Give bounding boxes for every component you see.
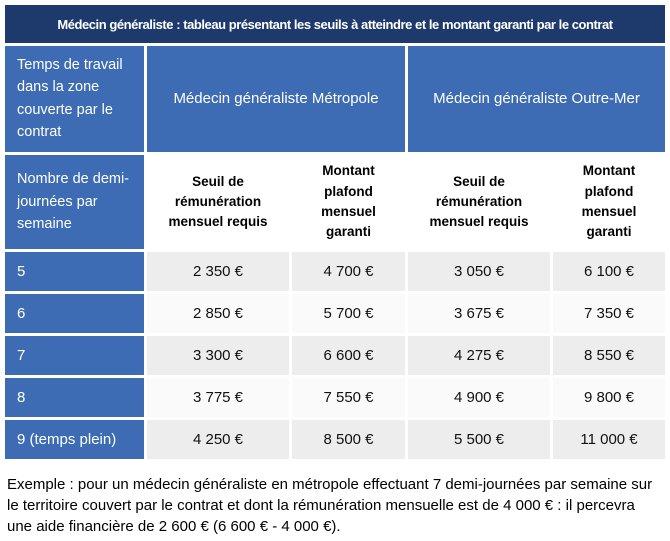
cell-metropole-plafond: 7 550 € — [292, 378, 405, 417]
cell-metropole-plafond: 4 700 € — [292, 252, 405, 291]
cell-metropole-seuil: 3 300 € — [147, 336, 289, 375]
row-label: 5 — [5, 252, 144, 291]
table-title: Médecin généraliste : tableau présentant les seuils à atteindre et le montant garanti par le contrat — [5, 5, 665, 43]
cell-metropole-seuil: 3 775 € — [147, 378, 289, 417]
row-label: 8 — [5, 378, 144, 417]
sub-header-metropole-plafond: Montant plafond mensuel garanti — [292, 155, 405, 249]
table-row — [5, 294, 665, 333]
row-label: 7 — [5, 336, 144, 375]
cell-outremer-plafond: 11 000 € — [553, 420, 665, 459]
thresholds-table — [2, 43, 668, 462]
cell-outremer-seuil: 3 050 € — [408, 252, 550, 291]
cell-metropole-seuil: 4 250 € — [147, 420, 289, 459]
cell-outremer-seuil: 3 675 € — [408, 294, 550, 333]
cell-metropole-seuil: 2 850 € — [147, 294, 289, 333]
cell-outremer-plafond: 6 100 € — [553, 252, 665, 291]
cell-metropole-seuil: 2 350 € — [147, 252, 289, 291]
group-header-row — [5, 46, 665, 152]
cell-outremer-seuil: 4 900 € — [408, 378, 550, 417]
sub-header-row — [5, 155, 665, 249]
cell-outremer-plafond: 8 550 € — [553, 336, 665, 375]
table-row — [5, 378, 665, 417]
group-header-metropole: Médecin généraliste Métropole — [147, 46, 405, 152]
cell-outremer-plafond: 7 350 € — [553, 294, 665, 333]
sub-header-metropole-seuil: Seuil de rémunération mensuel requis — [147, 155, 289, 249]
row-label: 6 — [5, 294, 144, 333]
row-label: 9 (temps plein) — [5, 420, 144, 459]
sub-header-outremer-seuil: Seuil de rémunération mensuel requis — [408, 155, 550, 249]
table-row — [5, 336, 665, 375]
corner-header-top: Temps de travail dans la zone couverte par le contrat — [5, 46, 144, 152]
cell-outremer-seuil: 4 275 € — [408, 336, 550, 375]
cell-outremer-plafond: 9 800 € — [553, 378, 665, 417]
cell-outremer-seuil: 5 500 € — [408, 420, 550, 459]
group-header-outre-mer: Médecin généraliste Outre-Mer — [408, 46, 665, 152]
cell-metropole-plafond: 8 500 € — [292, 420, 405, 459]
cell-metropole-plafond: 6 600 € — [292, 336, 405, 375]
corner-header-bottom: Nombre de demi-journées par semaine — [5, 155, 144, 249]
table-row — [5, 420, 665, 459]
cell-metropole-plafond: 5 700 € — [292, 294, 405, 333]
table-row — [5, 252, 665, 291]
example-note: Exemple : pour un médecin généraliste en métropole effectuant 7 demi-journées par semaine sur le territoire couvert par le contrat et dont la rémunération mensuelle est de 4 000 € : il percevra une aide financière de 2 600 € (6 600 € - 4 000 €). — [7, 475, 653, 535]
sub-header-outremer-plafond: Montant plafond mensuel garanti — [553, 155, 665, 249]
